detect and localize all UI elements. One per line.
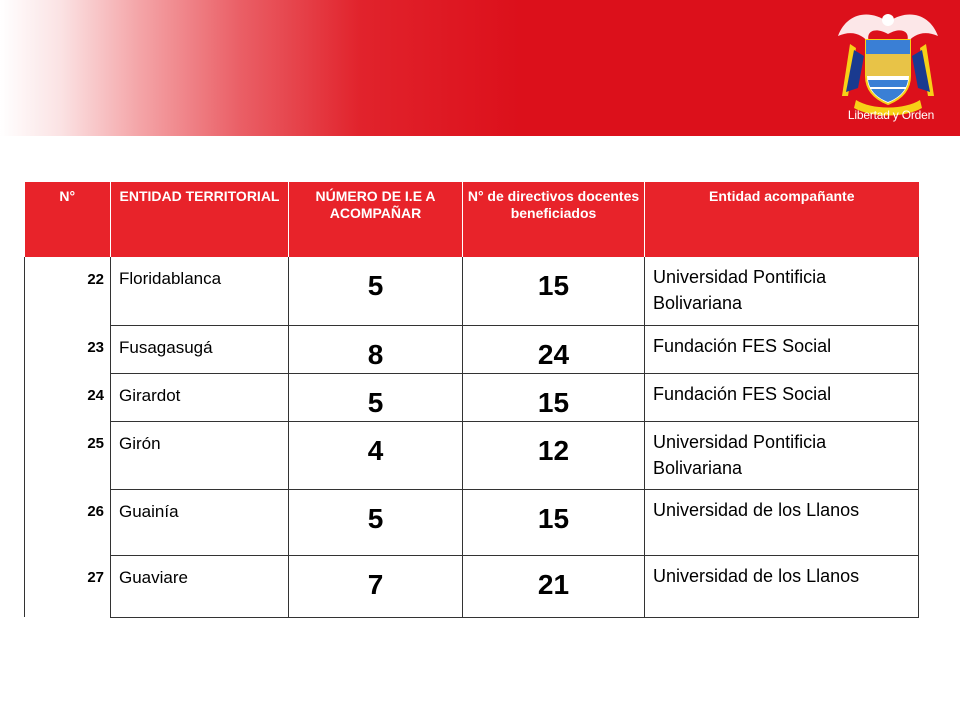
- territorial-entities-table: [24, 182, 919, 618]
- row-number: 24: [25, 373, 111, 421]
- header-directors-count: N° de directivos docentes beneficiados: [463, 182, 645, 257]
- institutions-count: 5: [289, 257, 463, 325]
- header-institutions-count: NÚMERO DE I.E A ACOMPAÑAR: [289, 182, 463, 257]
- row-number: 27: [25, 555, 111, 617]
- table-row: [25, 373, 919, 421]
- motto-text: Libertad y Orden: [847, 108, 935, 122]
- table-header-row: [25, 182, 919, 257]
- institutions-count: 5: [289, 373, 463, 421]
- directors-count: 24: [463, 325, 645, 373]
- accompanying-entity: Fundación FES Social: [645, 325, 919, 373]
- accompanying-entity: Fundación FES Social: [645, 373, 919, 421]
- territory-name: Guainía: [111, 489, 289, 555]
- row-number: 25: [25, 421, 111, 489]
- institutions-count: 5: [289, 489, 463, 555]
- territory-name: Guaviare: [111, 555, 289, 617]
- territory-name: Floridablanca: [111, 257, 289, 325]
- institutions-count: 7: [289, 555, 463, 617]
- territory-name: Girón: [111, 421, 289, 489]
- table-row: [25, 489, 919, 555]
- territory-name: Girardot: [111, 373, 289, 421]
- table-row: [25, 325, 919, 373]
- territory-name: Fusagasugá: [111, 325, 289, 373]
- header-territorial-entity: ENTIDAD TERRITORIAL: [111, 182, 289, 257]
- table-row: [25, 421, 919, 489]
- header-banner: [0, 0, 960, 136]
- directors-count: 15: [463, 489, 645, 555]
- directors-count: 15: [463, 257, 645, 325]
- row-number: 23: [25, 325, 111, 373]
- header-number: N°: [25, 182, 111, 257]
- row-number: 26: [25, 489, 111, 555]
- table-row: [25, 555, 919, 617]
- accompanying-entity: Universidad Pontificia Bolivariana: [645, 257, 919, 325]
- directors-count: 12: [463, 421, 645, 489]
- header-accompanying-entity: Entidad acompañante: [645, 182, 919, 257]
- directors-count: 15: [463, 373, 645, 421]
- institutions-count: 8: [289, 325, 463, 373]
- accompanying-entity: Universidad Pontificia Bolivariana: [645, 421, 919, 489]
- accompanying-entity: Universidad de los Llanos: [645, 555, 919, 617]
- table-row: [25, 257, 919, 325]
- institutions-count: 4: [289, 421, 463, 489]
- directors-count: 21: [463, 555, 645, 617]
- row-number: 22: [25, 257, 111, 325]
- accompanying-entity: Universidad de los Llanos: [645, 489, 919, 555]
